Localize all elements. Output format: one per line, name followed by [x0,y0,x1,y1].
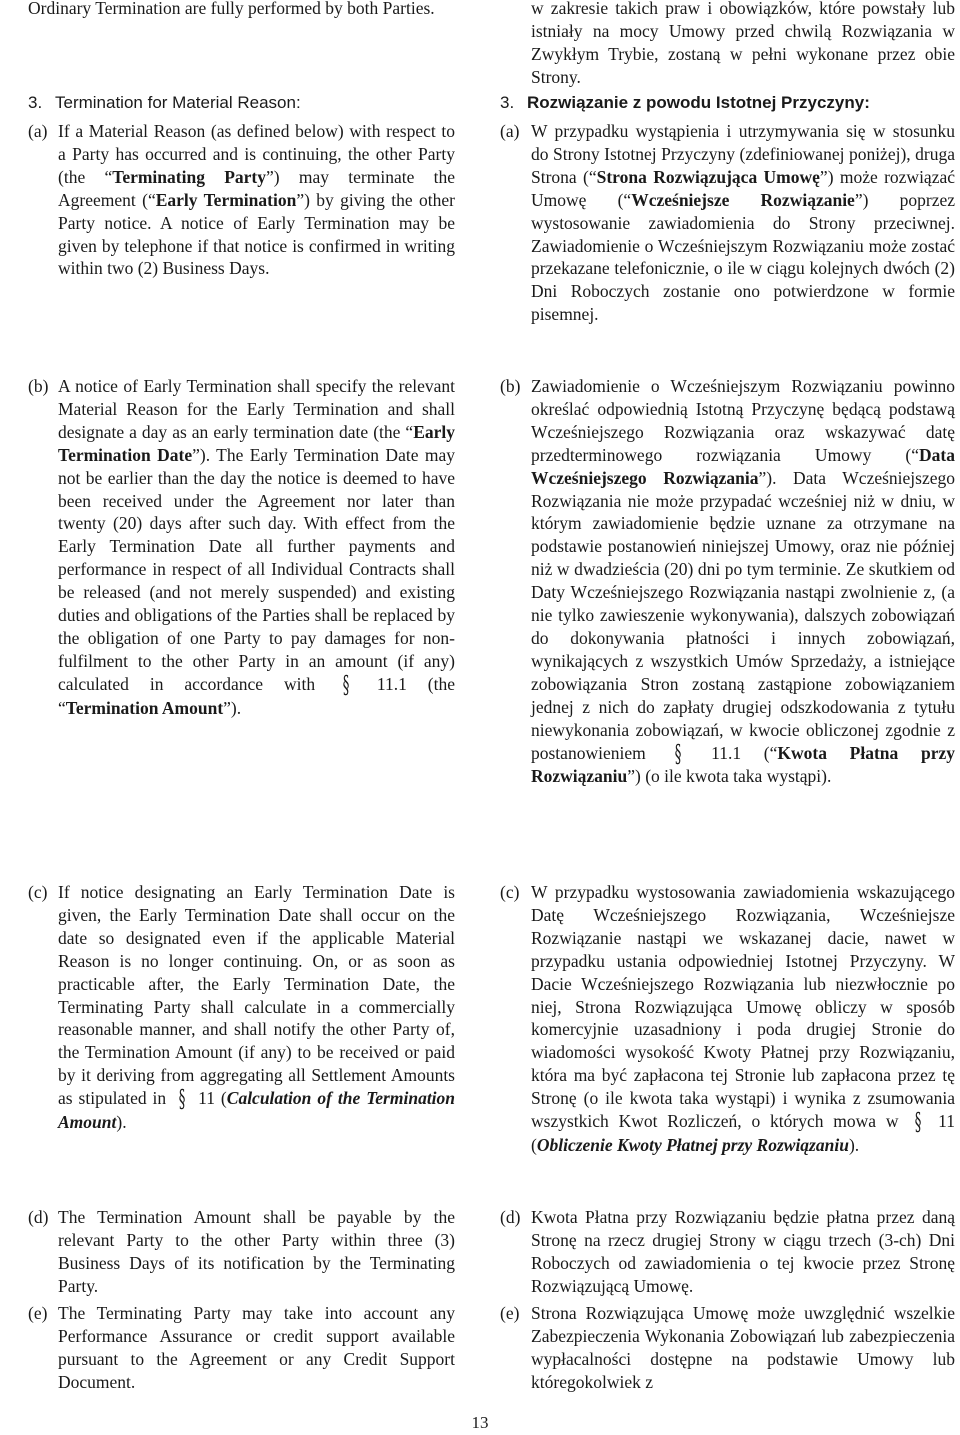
clause-c [28,881,455,1134]
defined-term: Terminating Party [112,166,266,187]
defined-term: Early Termination [155,189,297,210]
section-number: 3. [500,93,515,112]
clause-a [500,120,955,326]
section-sign: § [342,670,350,699]
section-sign: § [915,1108,922,1137]
defined-term: Kwota Płatna przy Rozwiązaniu [531,742,955,787]
defined-term: Data Wcześniejszego Rozwiązania [531,444,955,488]
clause-text: Strona Rozwiązująca Umowę może uwzględnić wszelkie Zabezpieczenia Wykonania Zobowiązań lub zabezpieczenia wypłacalności dostępne na podstawie Umowy lub któregokolwiek z [531,1303,955,1392]
clause-text: If a Material Reason (as defined below) with respect to a Party has occurred and is continuing, the other Party (the “Terminating Party”) may terminate the Agreement (“Early Termination”) by giving the other Party notice. A notice of Early Termination may be given by telephone if that notice is confirmed in writing within two (2) Business Days. [58,121,456,279]
defined-term: Early Termination Date [58,421,455,465]
clause-label: (d) [28,1207,49,1227]
clause-e [500,1302,955,1394]
carry-over-paragraph: Ordinary Termination are fully performed by both Parties. [28,0,435,18]
clause-text: W przypadku wystąpienia i utrzymywania się w stosunku do Strony Istotnej Przyczyny (zdefiniowanej poniżej), druga Strona (“Strona Rozwiązująca Umowę”) może rozwiązać Umowę (“Wcześniejsze Rozwiązanie”) poprzez wystosowanie zawiadomienia do Strony przeciwnej. Zawiadomienie o Wcześniejszym Rozwiązaniu może zostać przekazane telefonicznie, o ile w ciągu kolejnych dwóch (2) Dni Roboczych zostanie ono potwierdzone w formie pisemnej. [531,121,955,325]
clause-label: (b) [500,376,521,396]
section-title: Termination for Material Reason: [55,93,301,112]
defined-term: Calculation of the Termination Amount [58,1088,456,1133]
clause-text: If notice designating an Early Termination Date is given, the Early Termination Date shall occur on the date so designated even if the applicable Material Reason is no longer continuing. On, or as soon as practicable after, the Early Termination Date, the Terminating Party shall calculate in a commercially reasonable manner, and shall notify the other Party of, the Termination Amount (if any) to be received or paid by it deriving from aggregating all Settlement Amounts as stipulated in § 11 (Calculation of the Termination Amount). [58,882,456,1133]
defined-term: Obliczenie Kwoty Płatnej przy Rozwiązaniu [536,1134,849,1155]
carry-over-paragraph: w zakresie takich praw i obowiązków, które powstały lub istniały na mocy Umowy przed chwilą Rozwiązania w Zwykłym Trybie, zostaną w pełni wykonane przez obie Strony. [531,0,955,87]
defined-term: Termination Amount [65,697,224,718]
clause-text: A notice of Early Termination shall specify the relevant Material Reason for the Early Termination and shall designate a day as an early termination date (the “Early Termination Date”). The Early Termination Date may not be earlier than the day the notice is deemed to have been received under the Agreement nor later than twenty (20) days after such day. With effect from the Early Termination Date all further payments and performance in respect of all Individual Contracts shall be released (and not merely suspended) and existing duties and obligations of the Parties shall be replaced by the obligation of one Party to pay damages for non-fulfilment to the other Party in an amount (if any) calculated in accordance with § 11.1 (the “Termination Amount”). [58,376,456,718]
clause-label: (e) [500,1303,520,1323]
defined-term: Strona Rozwiązująca Umowę [596,166,820,187]
defined-term: Wcześniejsze Rozwiązanie [631,189,855,210]
clause-text: W przypadku wystosowania zawiadomienia wskazującego Datę Wcześniejszego Rozwiązania, Wcześniejsze Rozwiązanie nastąpi we wskazanej dacie, nawet w przypadku ustania odpowiedniej Istotnej Przyczyny. W Dacie Wcześniejszego Rozwiązania lub niezwłocznie po niej, Strona Rozwiązująca Umowę obliczy w sposób komercyjnie uzasadniony i poda drugiej Stronie do wiadomości wysokość Kwoty Płatnej przy Rozwiązaniu, która ma być zapłacona tej Stronie lub zapłacona przez tę Stronę (o ile kwota taka wystąpi) i wynika z zsumowania wszystkich Kwot Rozliczeń, o których mowa w § 11 (Obliczenie Kwoty Płatnej przy Rozwiązaniu). [531,882,956,1155]
clause-label: (e) [28,1303,48,1323]
clause-label: (a) [500,121,520,141]
clause-d [28,1206,455,1298]
clause-label: (c) [28,882,48,902]
section-sign: § [675,739,682,768]
clause-e [28,1302,455,1394]
clause-text: The Terminating Party may take into account any Performance Assurance or credit support available pursuant to the Agreement or any Credit Support Document. [58,1303,455,1392]
clause-b [500,375,955,788]
clause-text: The Termination Amount shall be payable by the relevant Party to the other Party within three (3) Business Days of its notification by the Terminating Party. [58,1207,455,1296]
clause-c [500,881,955,1157]
section-heading [28,92,455,115]
clause-label: (d) [500,1207,521,1227]
clause-label: (b) [28,376,49,396]
clause-label: (c) [500,882,520,902]
clause-text: Zawiadomienie o Wcześniejszym Rozwiązaniu powinno określać odpowiednią Istotną Przyczynę będącą podstawą Wcześniejszego Rozwiązania oraz wskazywać datę przedterminowego rozwiązania Umowy (“Data Wcześniejszego Rozwiązania”). Data Wcześniejszego Rozwiązania nie może przypadać wcześniej niż w dniu, w którym zawiadomienie będzie uznane za otrzymane na podstawie postanowień niniejszej Umowy, oraz nie później niż w dwadzieścia (20) dni po tym terminie. Ze skutkiem od Daty Wcześniejszego Rozwiązania nastąpi zwolnienie z, (a nie tylko zawieszenie wykonywania), dalszych zobowiązań do dokonywania płatności i innych zobowiązań, wynikających z wszystkich Umów Sprzedaży, a istniejące zobowiązania Stron zostaną zastąpione zobowiązaniem jednej z nich do zapłaty drugiej odszkodowania z tytułu niewykonania zobowiązań, w kwocie obliczonej zgodnie z postanowieniem § 11.1 (“Kwota Płatna przy Rozwiązaniu”) (o ile kwota taka wystąpi). [531,376,956,787]
section-title: Rozwiązanie z powodu Istotnej Przyczyny: [527,93,870,112]
clause-b [28,375,455,720]
section-heading [500,92,955,115]
clause-a [28,120,455,280]
section-sign: § [178,1085,186,1114]
clause-label: (a) [28,121,48,141]
page-number: 13 [471,1413,489,1432]
section-number: 3. [28,93,43,112]
clause-d [500,1206,955,1298]
clause-text: Kwota Płatna przy Rozwiązaniu będzie płatna przez daną Stronę na rzecz drugiej Strony w ciągu trzech (3-ch) Dni Roboczych od zawiadomienia o tej kwocie przez Stronę Rozwiązującą Umowę. [531,1207,955,1296]
